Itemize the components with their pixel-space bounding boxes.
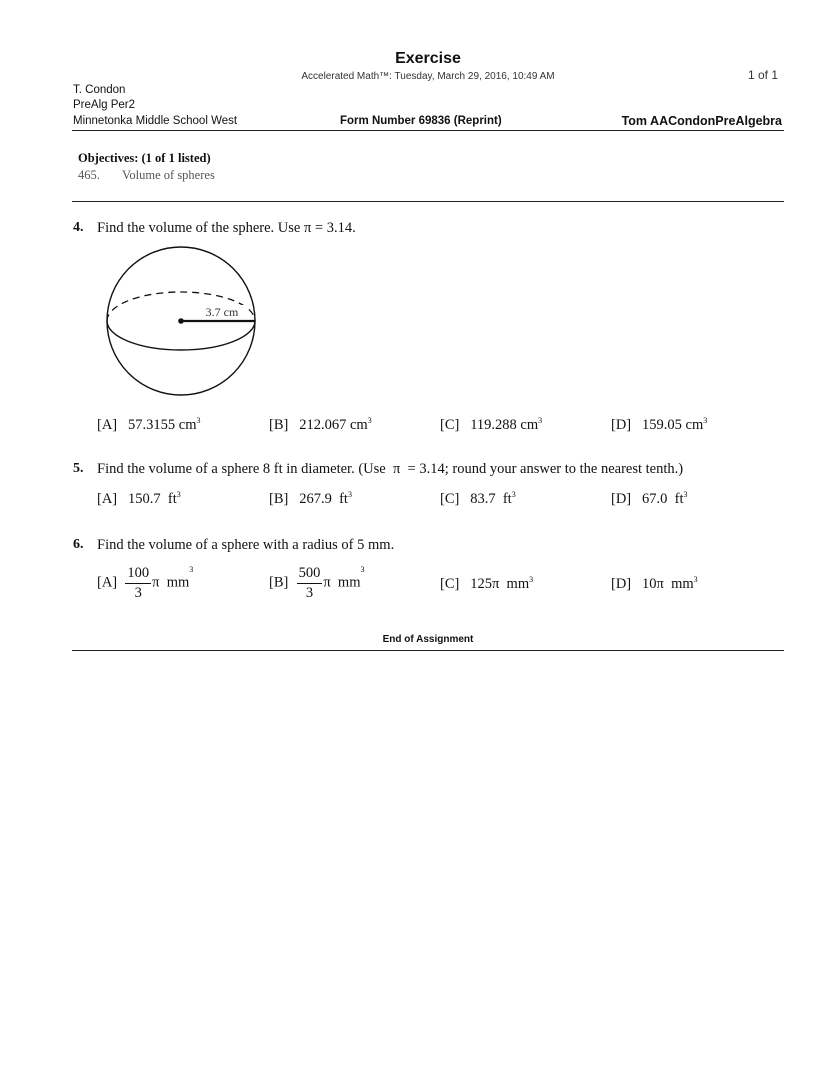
objective-number: 465.	[78, 168, 100, 182]
question-4-option-a: [A] 57.3155 $cm^3$	[97, 416, 201, 433]
question-6-option-c: [C] 125π $mm^3$	[440, 575, 534, 592]
page-count: 1 of 1	[747, 68, 778, 82]
question-6-option-a: [A] $\frac{100}{3}$ π $mm^3$	[97, 565, 194, 601]
question-4-option-d: [D] 159.05 $cm^3$	[611, 416, 708, 433]
question-6-text: Find the volume of a sphere with a radius of 5 mm.	[97, 537, 395, 553]
fraction: $\frac{500}{3}$	[298, 565, 321, 601]
question-4-option-c: [C] 119.288 $cm^3$	[440, 416, 543, 433]
question-5-option-c: [C] 83.7 $ft^3$	[440, 490, 516, 507]
question-4-option-b: [B] 212.067 $cm^3$	[269, 416, 372, 433]
question-6-number: 6.	[73, 537, 84, 552]
form-number: Form Number 69836 (Reprint)	[340, 115, 502, 127]
header-divider	[72, 130, 784, 131]
question-6-option-d: [D] 10π $mm^3$	[611, 575, 698, 592]
question-5-number: 5.	[73, 461, 84, 476]
question-5-option-d: [D] 67.0 $ft^3$	[611, 490, 688, 507]
sphere-center-point	[178, 318, 184, 324]
fraction: $\frac{100}{3}$	[127, 565, 150, 601]
sphere-figure	[100, 246, 264, 400]
question-4-text: Find the volume of the sphere. Use π = 3.14.	[97, 220, 356, 236]
document-subtitle: Accelerated Math™: Tuesday, March 29, 2016, 10:49 AM	[301, 71, 555, 82]
question-6-option-b: [B] $\frac{500}{3}$ π $mm^3$	[269, 565, 365, 601]
sphere-equator-front	[107, 321, 255, 350]
objective-text: Volume of spheres	[122, 168, 215, 182]
end-of-assignment: End of Assignment	[382, 634, 474, 645]
class-name: PreAlg Per2	[73, 99, 136, 111]
question-4-number: 4.	[73, 220, 84, 235]
objectives-divider	[72, 201, 784, 202]
teacher-name: T. Condon	[73, 84, 126, 96]
objectives-heading: Objectives: (1 of 1 listed)	[78, 151, 211, 165]
question-5-text: Find the volume of a sphere 8 ft in diameter. (Use π = 3.14; round your answer to the nearest tenth.)	[97, 461, 684, 477]
question-5-option-b: [B] 267.9 $ft^3$	[269, 490, 352, 507]
student-name: Tom AACondonPreAlgebra	[621, 114, 782, 128]
footer-divider	[72, 650, 784, 651]
school-name: Minnetonka Middle School West	[73, 115, 238, 127]
document-title: Exercise	[395, 50, 461, 67]
radius-label: 3.7 cm	[205, 305, 239, 319]
question-5-option-a: [A] 150.7 $ft^3$	[97, 490, 181, 507]
